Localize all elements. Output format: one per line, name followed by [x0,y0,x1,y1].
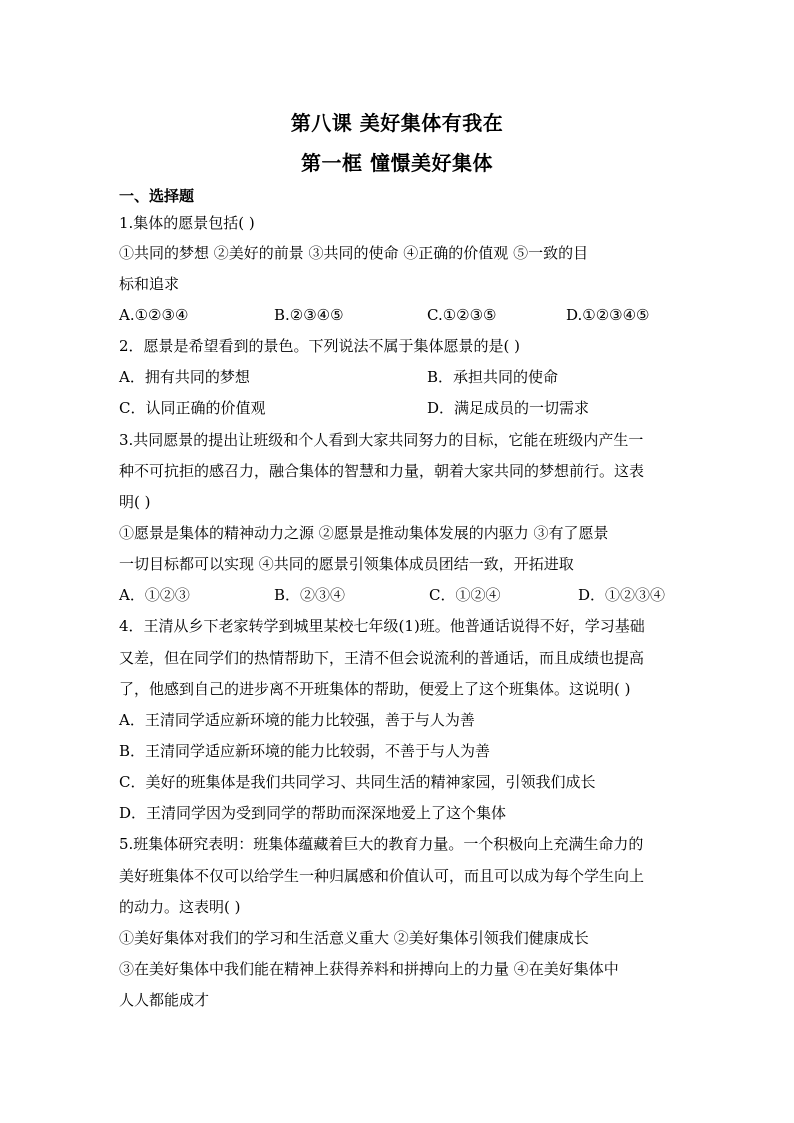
question-stem: 4．王清从乡下老家转学到城里某校七年级(1)班。他普通话说得不好，学习基础 [119,617,645,635]
question-stem: 的动力。这表明( ) [119,898,241,916]
answer-option-d: D．满足成员的一切需求 [427,399,590,417]
question-statement: ①美好集体对我们的学习和生活意义重大 ②美好集体引领我们健康成长 [119,929,589,947]
question-stem: 种不可抗拒的感召力，融合集体的智慧和力量，朝着大家共同的梦想前行。这表 [119,462,645,480]
answer-option-d: D.①②③④⑤ [566,306,650,324]
question-stem: 5.班集体研究表明：班集体蕴藏着巨大的教育力量。一个积极向上充满生命力的 [119,835,644,853]
question-stem: 明( ) [119,493,151,511]
answer-option-b: B．王清同学适应新环境的能力比较弱，不善于与人为善 [119,742,491,760]
answer-option-a: A．①②③ [119,586,190,604]
answer-option-b: B.②③④⑤ [274,306,344,324]
answer-option-a: A．拥有共同的梦想 [119,368,250,386]
section-heading: 一、选择题 [119,187,195,205]
question-statement: 人人都能成才 [119,991,210,1009]
answer-option-c: C．美好的班集体是我们共同学习、共同生活的精神家园，引领我们成长 [119,773,596,791]
lesson-title: 第八课 美好集体有我在 [290,111,504,135]
question-statement: ①愿景是集体的精神动力之源 ②愿景是推动集体发展的内驱力 ③有了愿景 [119,524,609,542]
question-stem: 3.共同愿景的提出让班级和个人看到大家共同努力的目标，它能在班级内产生一 [119,431,644,449]
section-subtitle: 第一框 憧憬美好集体 [301,151,493,175]
answer-option-a: A.①②③④ [119,306,189,324]
question-stem: 了，他感到自己的进步离不开班集体的帮助，便爱上了这个班集体。这说明( ) [119,680,631,698]
question-stem: 1.集体的愿景包括( ) [119,214,255,232]
question-stem: 美好班集体不仅可以给学生一种归属感和价值认可，而且可以成为每个学生向上 [119,867,645,885]
question-stem: 又差，但在同学们的热情帮助下，王清不但会说流利的普通话，而且成绩也提高 [119,649,645,667]
answer-option-d: D．①②③④ [578,586,666,604]
answer-option-c: C．①②④ [429,586,501,604]
question-statement: 一切目标都可以实现 ④共同的愿景引领集体成员团结一致，开拓进取 [119,555,574,573]
question-stem: 2．愿景是希望看到的景色。下列说法不属于集体愿景的是( ) [119,337,521,355]
answer-option-d: D．王清同学因为受到同学的帮助而深深地爱上了这个集体 [119,804,507,822]
answer-option-b: B．②③④ [274,586,346,604]
question-statement: ①共同的梦想 ②美好的前景 ③共同的使命 ④正确的价值观 ⑤一致的目 [119,244,589,262]
question-statement: 标和追求 [119,275,180,293]
question-statement: ③在美好集体中我们能在精神上获得养料和拼搏向上的力量 ④在美好集体中 [119,960,619,978]
answer-option-a: A．王清同学适应新环境的能力比较强，善于与人为善 [119,711,475,729]
answer-option-c: C．认同正确的价值观 [119,399,266,417]
answer-option-b: B．承担共同的使命 [427,368,559,386]
answer-option-c: C.①②③⑤ [427,306,497,324]
